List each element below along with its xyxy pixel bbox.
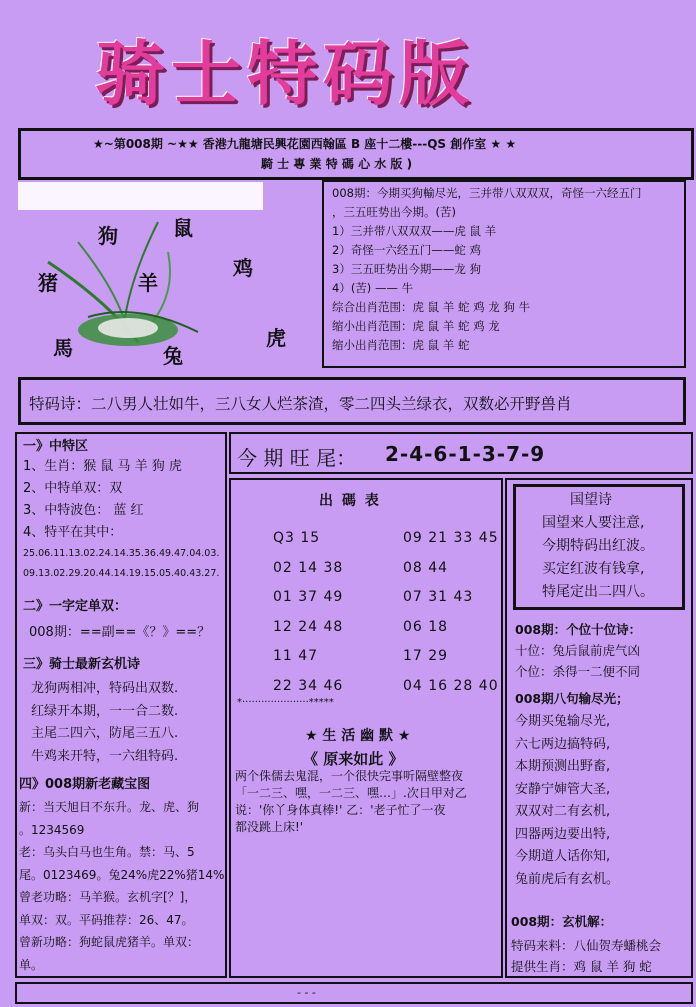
- right-sec2-line: 兔前虎后有玄机。: [515, 871, 620, 887]
- left-sec3-lines: [31, 678, 178, 768]
- right-sec2-lines: [515, 711, 619, 891]
- riddle-lines: [332, 184, 641, 355]
- left-sec1-row: 1、生肖：猴 鼠 马 羊 狗 虎: [23, 459, 182, 474]
- right-sec2-line: 今期买兔输尽光,: [515, 714, 611, 729]
- left-sec1-row: 2、中特单双：双: [23, 481, 123, 496]
- tail-label: 今 期 旺 尾：: [237, 446, 357, 470]
- right-sec2-line: 四器两边要出特,: [515, 826, 611, 842]
- right-sec1-line: 十位：兔后鼠前虎气凶: [515, 643, 641, 658]
- left-treasure-line: 。1234569: [19, 822, 85, 837]
- right-poem-line: 买定红波有钱拿,: [542, 561, 645, 577]
- right-poem-line: 今期特码出红波。: [542, 538, 654, 554]
- code-table-left-cell: 01 37 49: [273, 589, 344, 605]
- footer-text: - - -: [297, 986, 316, 999]
- left-sec4-title: 四》008期新老藏宝图: [19, 777, 151, 792]
- left-sec4-lines: [19, 796, 224, 976]
- zodiac-tiger: 虎: [266, 326, 286, 350]
- right-sec2-line: 本期预测出野畜,: [515, 759, 611, 774]
- riddle-box: [322, 180, 686, 368]
- right-sec2-line: 今期道人话你知,: [515, 849, 611, 864]
- riddle-line: 缩小出肖范围：虎 鼠 羊 蛇 鸡 龙: [332, 319, 500, 333]
- left-poem-line: 红绿开本期，一一合二数.: [31, 703, 179, 719]
- right-sec3-lines: [511, 935, 661, 977]
- code-table-right-cell: 17 29: [403, 648, 449, 664]
- zodiac-dog: 狗: [98, 224, 118, 248]
- code-table-right-cell: 08 44: [403, 559, 449, 576]
- right-sec3-line: 特码来料：八仙贺寿蟠桃会: [511, 938, 662, 953]
- left-treasure-line: 新：当天旭日不东升。龙、虎、狗: [19, 800, 200, 814]
- right-sec1-lines: [515, 640, 640, 682]
- humor-line: 说：'你丫身体真棒!' 乙：'老子忙了一夜: [235, 803, 446, 817]
- left-sec1-rows: [23, 456, 182, 544]
- code-table-left-cell: Q3 15: [273, 530, 321, 546]
- right-poem-line: 国望来人要注意,: [542, 515, 645, 531]
- left-sec1-row: 3、中特波色： 蓝 红: [23, 503, 144, 518]
- humor-title: ★ 生 活 幽 默 ★: [305, 728, 411, 744]
- riddle-line: 2）奇怪一六经五门——蛇 鸡: [332, 243, 481, 257]
- left-sec3-title: 三》骑士最新玄机诗: [23, 657, 141, 672]
- zodiac-rabbit: 兔: [163, 344, 183, 368]
- left-sec2-text: 008期：==副==《？》==？: [29, 625, 211, 640]
- right-sec2-line: 六七两边搞特码,: [515, 736, 611, 752]
- header-line-1: ★~第008期 ~★★ 香港九龍塘民興花園西翰區 B 座十二樓---QS 創作室 ★ ★: [93, 137, 517, 151]
- code-table-right-cell: 09 21 33 45: [403, 530, 499, 546]
- code-table-right-cell: 06 18: [403, 618, 449, 635]
- code-table-right-cell: 07 31 43: [403, 589, 474, 605]
- humor-line: 都没跳上床!': [235, 820, 304, 834]
- code-table-left-cell: 22 34 46: [273, 677, 344, 694]
- header-box: [18, 128, 694, 180]
- right-poem-box: [513, 484, 685, 610]
- riddle-line: 1）三并带八双双双——虎 鼠 羊: [332, 224, 497, 238]
- humor-line: 「一二三、嘿，一二三、嘿…」.次日甲对乙: [235, 786, 467, 800]
- poem-banner: [18, 377, 686, 425]
- left-poem-line: 牛鸡来开特，一六组特码.: [31, 748, 179, 764]
- left-poem-line: 主尾二四六，防尾三五八.: [31, 726, 179, 741]
- right-sec3-title: 008期：玄机解：: [511, 914, 613, 929]
- right-sec2-title: 008期八句输尽光；: [515, 691, 629, 706]
- left-poem-line: 龙狗两相冲，特码出双数.: [31, 681, 179, 696]
- header-line-2: 騎 士 專 業 特 碼 心 水 版 ): [261, 157, 413, 171]
- left-treasure-line: 曾新功略：狗蛇鼠虎猪羊。单双：: [19, 935, 200, 949]
- poem-text: 特码诗：二八男人壮如牛，三八女人烂茶渣，零二四头兰绿衣，双数必开野兽肖: [29, 395, 572, 413]
- zodiac-rooster: 鸡: [233, 256, 253, 280]
- left-sec2-title: 二》一字定单双：: [23, 599, 128, 614]
- left-treasure-line: 单。: [19, 957, 44, 972]
- humor-line: 两个侏儒去鬼混，一个很快完事听隔壁整夜: [235, 769, 464, 783]
- page-title: 骑士特码版: [95, 32, 475, 115]
- left-sec1-row: 4、特平在其中：: [23, 525, 123, 540]
- center-column: [229, 478, 503, 978]
- zodiac-goat: 羊: [138, 271, 158, 295]
- footer-bar: [15, 982, 693, 1004]
- right-poem-lines: [542, 512, 654, 604]
- right-column: [505, 478, 693, 978]
- riddle-line: ，三五旺势出今期。(苦): [332, 205, 456, 219]
- humor-text: [235, 768, 467, 836]
- tail-box: [229, 432, 693, 474]
- right-poem-title: 国望诗: [570, 492, 612, 508]
- right-poem-line: 特尾定出二四八。: [542, 584, 654, 600]
- riddle-line: 3）三五旺势出今期——龙 狗: [332, 262, 481, 276]
- right-sec2-line: 安静宁婶管大圣,: [515, 781, 611, 797]
- right-sec1-title: 008期：个位十位诗：: [515, 622, 642, 637]
- riddle-line: 综合出肖范围：虎 鼠 羊 蛇 鸡 龙 狗 牛: [332, 300, 531, 314]
- left-number-line: 25.06.11.13.02.24.14.35.36.49.47.04.03.: [23, 548, 220, 559]
- table-title: 出 碼 表: [319, 493, 381, 509]
- right-sec1-line: 个位：杀得一二便不同: [515, 664, 641, 679]
- code-table-left-cell: 02 14 38: [273, 559, 344, 576]
- zodiac-rat: 鼠: [173, 216, 193, 240]
- left-sec1-title: 一》中特区: [23, 439, 89, 454]
- left-sec1-numbers: [23, 544, 219, 584]
- riddle-line: 008期：今期买狗輸尽光，三并带八双双双，奇怪一六经五门: [332, 186, 642, 200]
- left-treasure-line: 曾老功略：马羊猴。玄机字[？]，: [19, 890, 197, 904]
- left-treasure-line: 单双：双。平码推荐：26、47。: [19, 912, 194, 927]
- tail-value: 2-4-6-1-3-7-9: [385, 442, 546, 466]
- code-table-right-cell: 04 16 28 40: [403, 677, 499, 694]
- humor-subtitle: 《 原来如此 》: [303, 750, 404, 768]
- right-sec2-line: 双双对二有玄机,: [515, 804, 611, 819]
- zodiac-horse: 馬: [53, 336, 73, 360]
- code-table-left-cell: 11 47: [273, 648, 319, 664]
- right-sec3-line: 提供生肖：鸡 鼠 羊 狗 蛇: [511, 959, 652, 974]
- dots-line: *·····················*****: [237, 697, 334, 708]
- riddle-line: 4）(苦) —— 牛: [332, 281, 414, 295]
- left-number-line: 09.13.02.29.20.44.14.19.15.05.40.43.27.: [23, 568, 220, 579]
- zodiac-pig: 猪: [38, 271, 58, 295]
- left-treasure-line: 老：乌头白马也生角。禁：马、5: [19, 845, 195, 859]
- riddle-line: 缩小出肖范围：虎 鼠 羊 蛇: [332, 338, 470, 352]
- left-treasure-line: 尾。0123469。兔24%虎22%猪14%: [19, 867, 225, 882]
- code-table-left-cell: 12 24 48: [273, 618, 344, 635]
- zodiac-illustration: [18, 182, 318, 382]
- left-column: [15, 432, 227, 978]
